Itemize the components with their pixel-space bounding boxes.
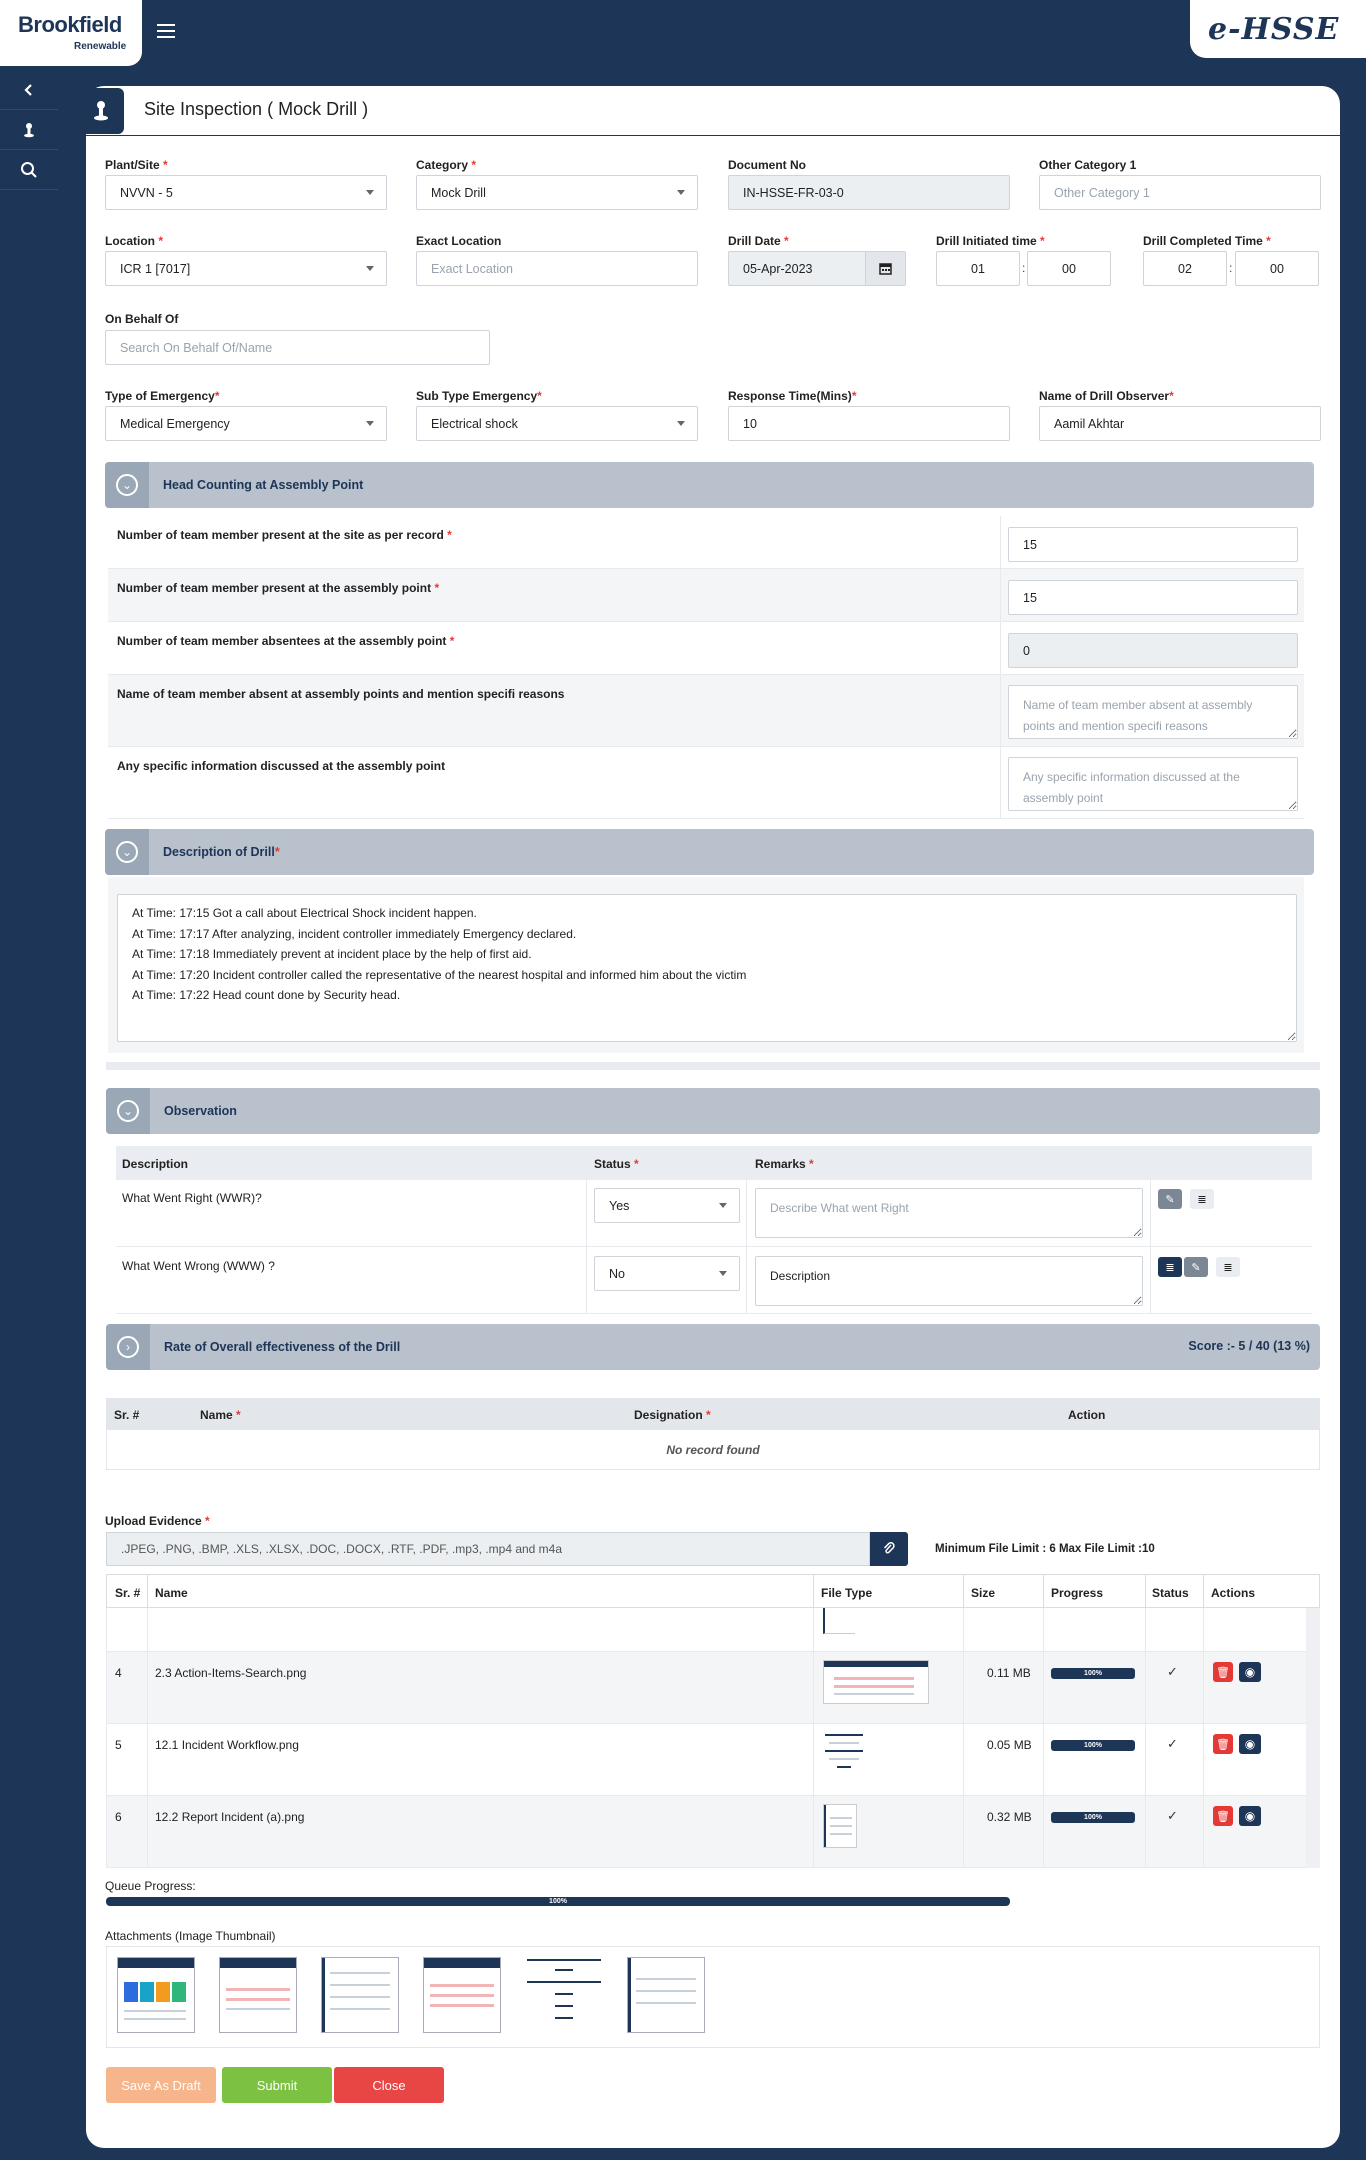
chevron-right-icon: › [117, 1336, 139, 1358]
plant-label: Plant/Site * [105, 158, 168, 172]
menu-icon[interactable] [157, 24, 175, 38]
top-header [0, 0, 1366, 66]
rating-title: Rate of Overall effectiveness of the Drill [164, 1340, 401, 1354]
chevron-down-icon: ⌄ [116, 474, 138, 496]
upload-input[interactable]: .JPEG, .PNG, .BMP, .XLS, .XLSX, .DOC, .DOCX, .RTF, .PDF, .mp3, .mp4 and m4a [106, 1532, 870, 1566]
file-name: 2.3 Action-Items-Search.png [155, 1666, 307, 1680]
present-site-input[interactable]: 15 [1008, 527, 1298, 562]
attachment-thumbnail[interactable] [627, 1957, 705, 2033]
other-category-input[interactable]: Other Category 1 [1039, 175, 1321, 210]
expand-toggle[interactable] [106, 1324, 150, 1370]
delete-icon[interactable]: 🗑 [1213, 1734, 1233, 1754]
attach-icon[interactable]: ✎ [1158, 1189, 1182, 1209]
file-name: 12.1 Incident Workflow.png [155, 1738, 299, 1752]
name-column: Name * [200, 1408, 241, 1422]
head-counting-header[interactable] [105, 462, 1314, 508]
drill-date-label: Drill Date * [728, 234, 789, 248]
other-category-label: Other Category 1 [1039, 158, 1137, 172]
list-icon[interactable]: ≣ [1158, 1257, 1182, 1277]
remarks-column: Remarks * [755, 1157, 814, 1171]
category-label: Category * [416, 158, 477, 172]
designation-table-body [106, 1430, 1320, 1470]
brand-name: Brookfield [18, 12, 122, 37]
www-remarks-textarea[interactable] [755, 1256, 1143, 1306]
close-button[interactable]: Close [334, 2067, 444, 2103]
inspection-icon [78, 88, 124, 134]
present-assembly-input[interactable]: 15 [1008, 580, 1298, 615]
size-column: Size [971, 1586, 996, 1600]
response-time-input[interactable]: 10 [728, 406, 1010, 441]
attachment-thumbnail[interactable] [423, 1957, 501, 2033]
file-sr: 4 [115, 1666, 122, 1680]
page-title: Site Inspection ( Mock Drill ) [144, 99, 369, 119]
time-separator: : [1022, 261, 1026, 275]
observation-header[interactable] [106, 1088, 1320, 1134]
details-icon[interactable]: ≣ [1216, 1257, 1240, 1277]
file-thumbnail[interactable] [823, 1732, 867, 1776]
file-thumbnail[interactable] [823, 1660, 929, 1704]
plant-select[interactable]: NVVN - 5 [105, 175, 387, 210]
designation-column: Designation * [634, 1408, 711, 1422]
file-progress-bar: 100% [1051, 1812, 1135, 1823]
attachments-gallery [106, 1946, 1320, 2048]
specific-info-textarea[interactable] [1008, 757, 1298, 811]
rating-header[interactable] [106, 1324, 1320, 1370]
brand-logo[interactable] [0, 0, 142, 66]
completed-minute-input[interactable]: 00 [1235, 251, 1319, 286]
head-count-question: Any specific information discussed at the assembly point [117, 759, 446, 773]
file-row [106, 1724, 1320, 1796]
drill-initiated-label: Drill Initiated time * [936, 234, 1045, 248]
observer-label: Name of Drill Observer* [1039, 389, 1174, 403]
view-icon[interactable]: ◉ [1239, 1662, 1261, 1682]
file-thumbnail [823, 1608, 855, 1634]
details-icon[interactable]: ≣ [1190, 1189, 1214, 1209]
chevron-down-icon: ⌄ [116, 841, 138, 863]
location-select[interactable]: ICR 1 [7017] [105, 251, 387, 286]
divider [106, 1062, 1320, 1070]
file-progress-bar: 100% [1051, 1668, 1135, 1679]
upload-label: Upload Evidence * [105, 1514, 210, 1528]
sr-column: Sr. # [115, 1586, 141, 1600]
drill-date-input[interactable]: 05-Apr-2023 [728, 251, 906, 286]
www-status-select[interactable]: No [594, 1256, 740, 1291]
product-logo [1190, 0, 1366, 58]
delete-icon[interactable]: 🗑 [1213, 1662, 1233, 1682]
collapse-toggle[interactable] [105, 829, 149, 875]
search-icon[interactable] [0, 150, 58, 190]
sidebar [0, 66, 58, 2160]
attachment-thumbnail[interactable] [219, 1957, 297, 2033]
completed-hour-input[interactable]: 02 [1143, 251, 1227, 286]
attachment-thumbnail[interactable] [117, 1957, 195, 2033]
status-check-icon: ✓ [1167, 1736, 1178, 1751]
collapse-toggle[interactable] [105, 462, 149, 508]
brand-subtitle: Renewable [74, 41, 127, 52]
drill-completed-label: Drill Completed Time * [1143, 234, 1271, 248]
file-row-partial [106, 1608, 1320, 1652]
head-count-question: Number of team member absentees at the assembly point * [117, 634, 455, 648]
wwr-remarks-textarea[interactable] [755, 1188, 1143, 1238]
chevron-down-icon: ⌄ [117, 1100, 139, 1122]
initiated-hour-input[interactable]: 01 [936, 251, 1020, 286]
delete-icon[interactable]: 🗑 [1213, 1806, 1233, 1826]
observation-table-header [116, 1146, 1312, 1180]
time-separator: : [1229, 261, 1233, 275]
attach-icon[interactable] [870, 1532, 908, 1566]
observation-title: Observation [164, 1104, 237, 1118]
file-size: 0.05 MB [987, 1738, 1032, 1752]
file-limit-text: Minimum File Limit : 6 Max File Limit :10 [935, 1543, 1155, 1555]
category-select[interactable]: Mock Drill [416, 175, 698, 210]
attachment-thumbnail[interactable] [525, 1957, 603, 2033]
status-column: Status * [594, 1157, 639, 1171]
product-name: e-HSSE [1208, 12, 1340, 47]
submit-button[interactable]: Submit [222, 2067, 332, 2103]
queue-progress-label: Queue Progress: [105, 1879, 196, 1893]
exact-location-input[interactable]: Exact Location [416, 251, 698, 286]
attachment-thumbnail[interactable] [321, 1957, 399, 2033]
description-header[interactable] [105, 829, 1314, 875]
save-draft-button[interactable]: Save As Draft [106, 2067, 216, 2103]
action-column: Action [1068, 1408, 1106, 1422]
attachments-label: Attachments (Image Thumbnail) [105, 1929, 276, 1943]
emergency-type-select[interactable]: Medical Emergency [105, 406, 387, 441]
view-icon[interactable]: ◉ [1239, 1806, 1261, 1826]
description-textarea[interactable] [117, 894, 1297, 1042]
rating-score: Score :- 5 / 40 (13 %) [1188, 1339, 1310, 1353]
status-column: Status [1152, 1586, 1189, 1600]
initiated-minute-input[interactable]: 00 [1027, 251, 1111, 286]
status-check-icon: ✓ [1167, 1664, 1178, 1679]
file-sr: 6 [115, 1810, 122, 1824]
sub-type-select[interactable]: Electrical shock [416, 406, 698, 441]
actions-column: Actions [1211, 1586, 1256, 1600]
file-row [106, 1796, 1320, 1868]
file-thumbnail[interactable] [823, 1804, 857, 1848]
observer-input[interactable]: Aamil Akhtar [1039, 406, 1321, 441]
description-title: Description of Drill* [163, 845, 280, 859]
observation-description: What Went Right (WWR)? [122, 1191, 262, 1205]
head-count-question: Number of team member present at the site as per record * [117, 528, 452, 542]
exact-location-label: Exact Location [416, 234, 502, 248]
location-label: Location * [105, 234, 164, 248]
file-type-column: File Type [821, 1586, 873, 1600]
queue-progress-bar: 100% [106, 1897, 1010, 1906]
empty-message: No record found [666, 1443, 760, 1457]
file-name: 12.2 Report Incident (a).png [155, 1810, 305, 1824]
wwr-status-select[interactable]: Yes [594, 1188, 740, 1223]
head-counting-title: Head Counting at Assembly Point [163, 478, 364, 492]
sr-column: Sr. # [114, 1408, 140, 1422]
name-column: Name [155, 1586, 188, 1600]
file-table-header [106, 1574, 1320, 1608]
status-check-icon: ✓ [1167, 1808, 1178, 1823]
collapse-toggle[interactable] [106, 1088, 150, 1134]
file-sr: 5 [115, 1738, 122, 1752]
sub-type-label: Sub Type Emergency* [416, 389, 542, 403]
attach-icon[interactable]: ✎ [1184, 1257, 1208, 1277]
document-no-field: IN-HSSE-FR-03-0 [728, 175, 1010, 210]
progress-column: Progress [1051, 1586, 1104, 1600]
head-count-question: Name of team member absent at assembly points and mention specifi reasons [117, 687, 565, 701]
file-table-scrollbar[interactable] [1306, 1608, 1320, 1868]
file-size: 0.32 MB [987, 1810, 1032, 1824]
file-progress-bar: 100% [1051, 1740, 1135, 1751]
observation-description: What Went Wrong (WWW) ? [122, 1259, 275, 1273]
response-time-label: Response Time(Mins)* [728, 389, 857, 403]
designation-table-header [106, 1398, 1320, 1430]
document-no-label: Document No [728, 158, 806, 172]
person-pin-icon[interactable] [0, 110, 58, 150]
description-column: Description [122, 1157, 189, 1171]
calendar-icon[interactable] [865, 252, 905, 285]
on-behalf-label: On Behalf Of [105, 312, 179, 326]
absent-names-textarea[interactable] [1008, 685, 1298, 739]
back-arrow-icon[interactable] [0, 70, 58, 110]
head-count-question: Number of team member present at the assembly point * [117, 581, 440, 595]
view-icon[interactable]: ◉ [1239, 1734, 1261, 1754]
emergency-type-label: Type of Emergency* [105, 389, 220, 403]
file-row [106, 1652, 1320, 1724]
file-size: 0.11 MB [987, 1666, 1031, 1680]
on-behalf-input[interactable]: Search On Behalf Of/Name [105, 330, 490, 365]
absentees-field: 0 [1008, 633, 1298, 668]
